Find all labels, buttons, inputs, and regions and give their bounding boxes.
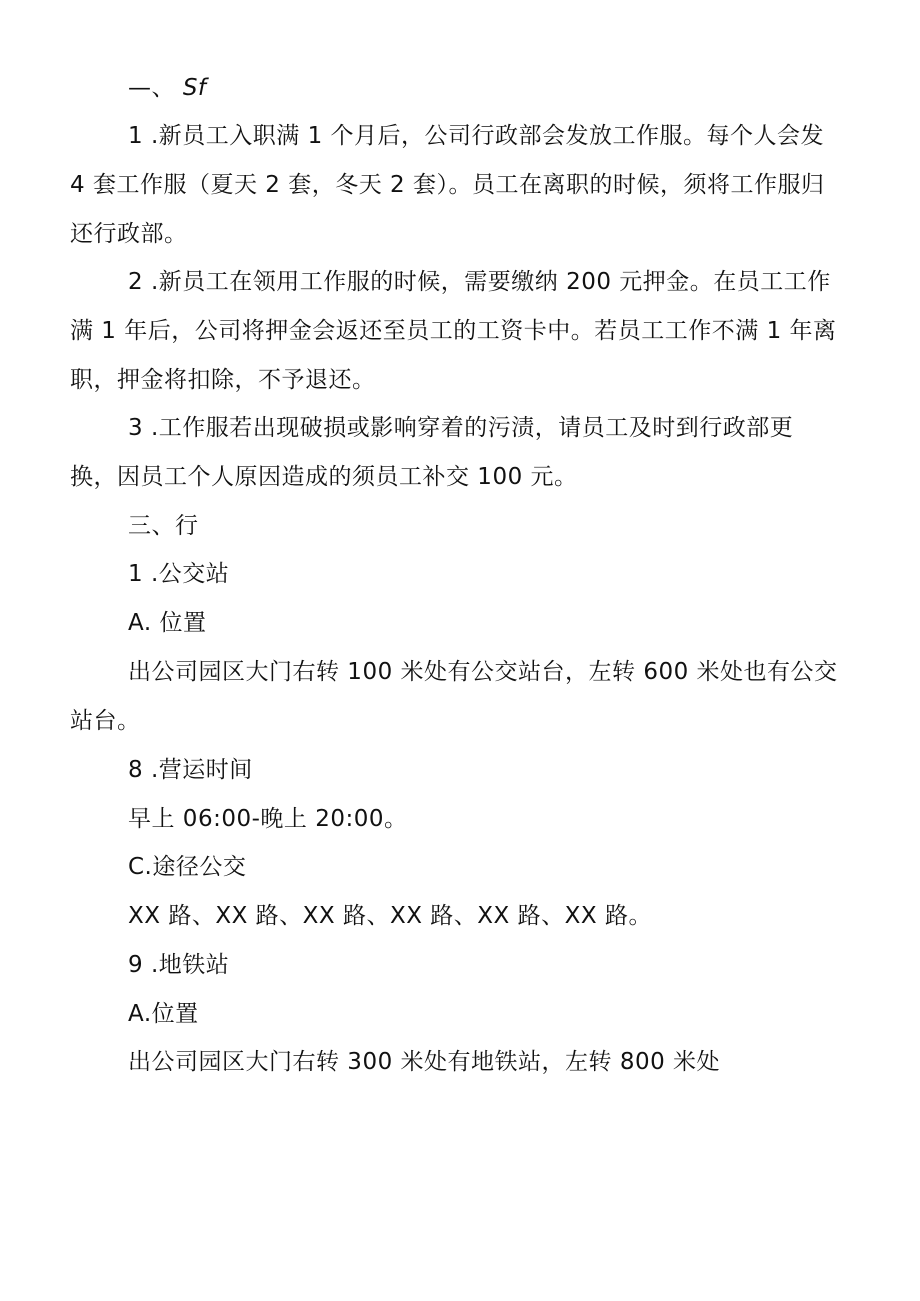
metro-station-title: 9 .地铁站 — [128, 952, 230, 978]
bus-station-title: 1 .公交站 — [128, 561, 230, 587]
bus-hours-text: 早上 06:00-晚上 20:00。 — [128, 806, 408, 832]
uniform-item3-line1: 3 .工作服若出现破损或影响穿着的污渍，请员工及时到行政部更 — [128, 415, 794, 441]
section3-heading: 三、行 — [128, 513, 199, 539]
uniform-item2-line2: 满 1 年后，公司将押金会返还至员工的工资卡中。若员工工作不满 1 年离 — [70, 318, 837, 344]
bus-location-line2: 站台。 — [70, 708, 141, 734]
metro-location-label: A.位置 — [128, 1001, 199, 1027]
bus-hours-label: 8 .营运时间 — [128, 757, 253, 783]
bus-routes-text: XX 路、XX 路、XX 路、XX 路、XX 路、XX 路。 — [128, 903, 652, 929]
heading-garbled-text: Sf — [182, 75, 207, 101]
bus-routes-label: C.途径公交 — [128, 854, 247, 880]
section-heading-partial — [128, 73, 207, 103]
uniform-item3-line2: 换，因员工个人原因造成的须员工补交 100 元。 — [70, 464, 578, 490]
metro-location-text: 出公司园区大门右转 300 米处有地铁站，左转 800 米处 — [128, 1049, 721, 1075]
heading-prefix: —、 — [128, 75, 175, 101]
uniform-item1-line1: 1 .新员工入职满 1 个月后，公司行政部会发放工作服。每个人会发 — [128, 123, 825, 149]
uniform-item1-line3: 还行政部。 — [70, 221, 188, 247]
bus-location-label: A. 位置 — [128, 610, 207, 636]
uniform-item2-line1: 2 .新员工在领用工作服的时候，需要缴纳 200 元押金。在员工工作 — [128, 269, 831, 295]
bus-location-line1: 出公司园区大门右转 100 米处有公交站台，左转 600 米处也有公交 — [128, 659, 838, 685]
uniform-item2-line3: 职，押金将扣除，不予退还。 — [70, 367, 376, 393]
uniform-item1-line2: 4 套工作服（夏天 2 套，冬天 2 套）。员工在离职的时候，须将工作服归 — [70, 172, 825, 198]
